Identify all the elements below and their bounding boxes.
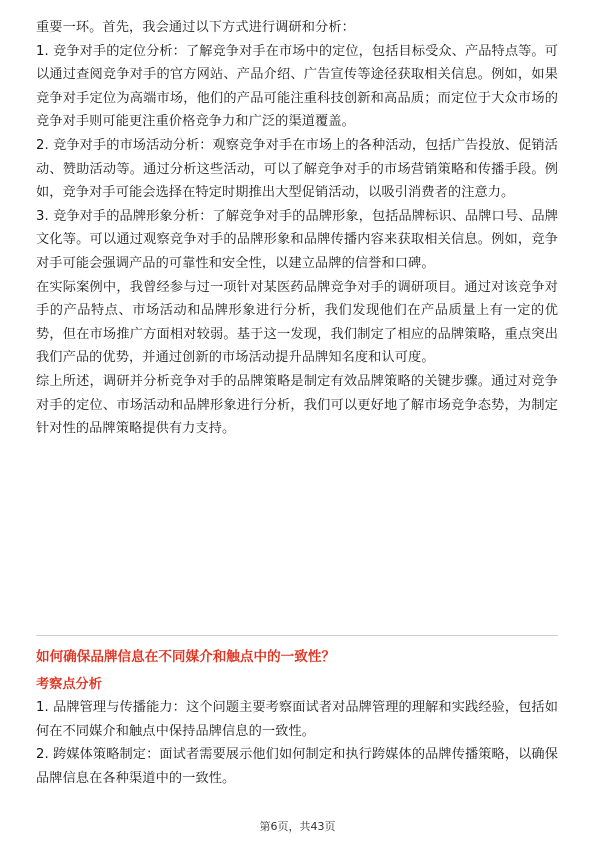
case-study-paragraph: 在实际案例中，我曾经参与过一项针对某医药品牌竞争对手的调研项目。通过对该竞争对手的产品特点、市场活动和品牌形象进行分析，我们发现他们在产品质量上有一定的优势，但在市场推广方面相对较弱。基于这一发现，我们制定了相应的品牌策略，重点突出我们产品的优势，并通过创新的市场活动提升品牌知名度和认可度。 — [36, 279, 558, 366]
brand-image-paragraph: 3. 竞争对手的品牌形象分析：了解竞争对手的品牌形象，包括品牌标识、品牌口号、品牌文化等。可以通过观察竞争对手的品牌形象和品牌传播内容来获取相关信息。例如，竞争对手可能会强调产品的可靠性和安全性，以建立品牌的信誉和口碑。 — [36, 208, 558, 271]
main-text — [36, 16, 558, 441]
point-item: 1. 品牌管理与传播能力：这个问题主要考察面试者对品牌管理的理解和实践经验，包括如何在不同媒介和触点中保持品牌信息的一致性。 — [36, 700, 558, 739]
intro-paragraph: 重要一环。首先，我会通过以下方式进行调研和分析： — [36, 20, 355, 35]
section-divider — [36, 635, 558, 636]
question-section — [36, 646, 558, 790]
summary-paragraph: 综上所述，调研并分析竞争对手的品牌策略是制定有效品牌策略的关键步骤。通过对竞争对手的定位、市场活动和品牌形象进行分析，我们可以更好地了解市场竞争态势，为制定针对性的品牌策略提供有力支持。 — [36, 373, 558, 437]
point-item: 2. 跨媒体策略制定：面试者需要展示他们如何制定和执行跨媒体的品牌传播策略，以确保品牌信息在各种渠道中的一致性。 — [36, 747, 558, 786]
page-number: 第6页，共43页 — [259, 820, 336, 833]
market-activity-paragraph: 2. 竞争对手的市场活动分析：观察竞争对手在市场上的各种活动，包括广告投放、促销活动、赞助活动等。通过分析这些活动，可以了解竞争对手的市场营销策略和传播手段。例如，竞争对手可能会选择在特定时期推出大型促销活动，以吸引消费者的注意力。 — [36, 137, 558, 201]
question-heading: 如何确保品牌信息在不同媒介和触点中的一致性？ — [36, 649, 336, 665]
analysis-subheading: 考察点分析 — [36, 677, 102, 692]
positioning-analysis-paragraph: 1. 竞争对手的定位分析：了解竞争对手在市场中的定位，包括目标受众、产品特点等。可以通过查阅竞争对手的官方网站、产品介绍、广告宣传等途径获取相关信息。例如，如果竞争对手定位为高端市场，他们的产品可能注重科技创新和高品质；而定位于大众市场的竞争对手则可能更注重价格竞争力和广泛的渠道覆盖。 — [36, 43, 558, 130]
